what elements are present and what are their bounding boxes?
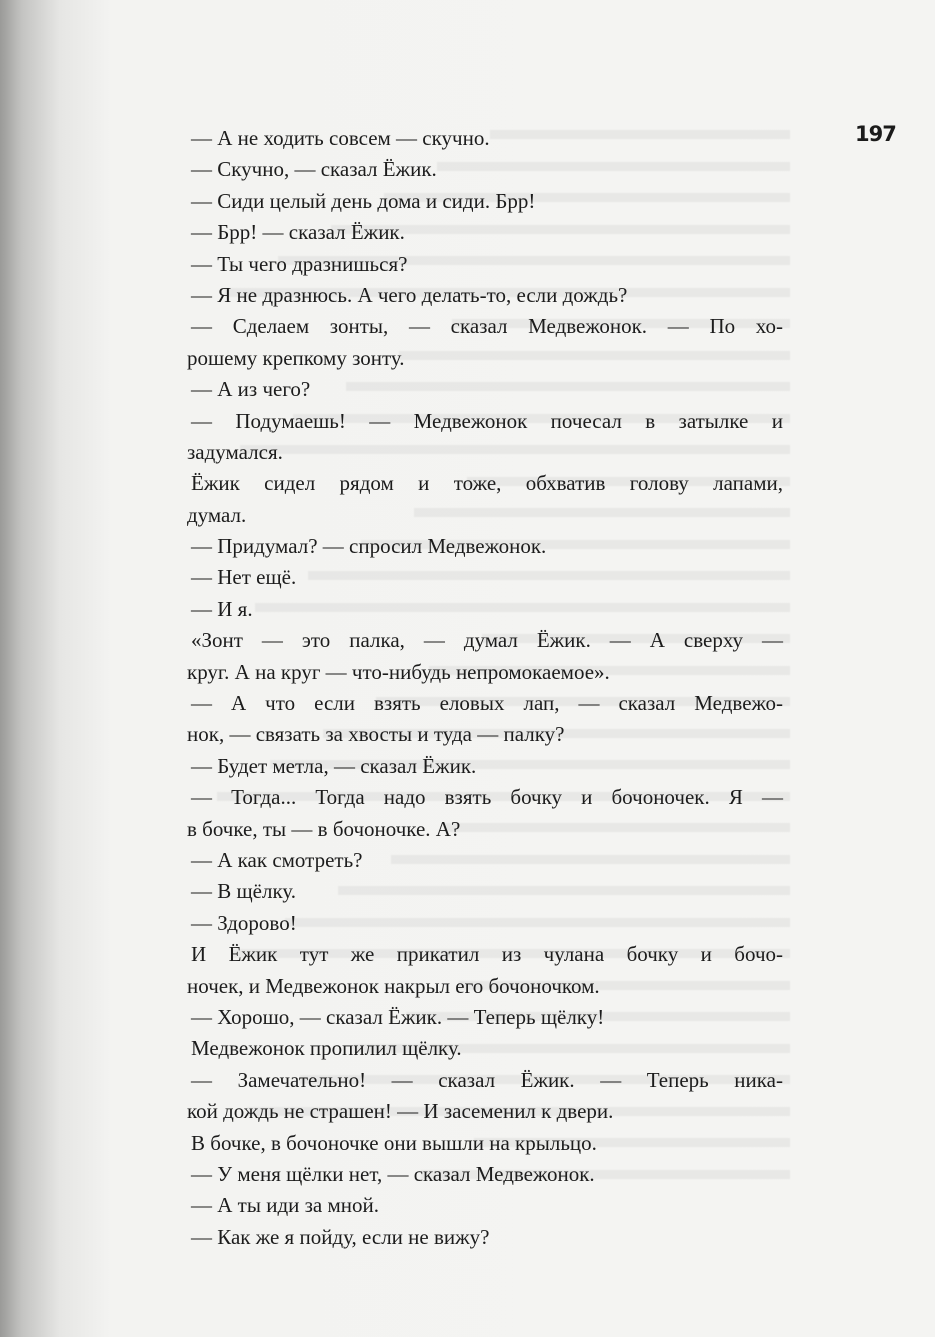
text-line: — И я.: [191, 596, 253, 621]
text-line: — А не ходить совсем — скучно.: [191, 126, 490, 150]
text-line: задумался.: [187, 439, 283, 464]
text-line: В бочке, в бочоночке они вышли на крыльцо.: [191, 1130, 597, 1155]
body-text: [187, 123, 783, 1253]
text-line: — А как смотреть?: [191, 847, 363, 872]
text-line: — Придумал? — спросил Медвежонок.: [191, 534, 547, 559]
text-line: — У меня щёлки нет, — сказал Медвежонок.: [191, 1161, 595, 1186]
text-line: «Зонт — это палка, — думал Ёжик. — А сверху —: [191, 628, 783, 653]
text-line: круг. А на круг — что-нибудь непромокаемое».: [187, 659, 610, 684]
text-line: — А ты иди за мной.: [191, 1193, 379, 1218]
text-line: Ёжик сидел рядом и тоже, обхватив голову лапами,: [191, 471, 783, 496]
text-line: — Сиди целый день дома и сиди. Брр!: [191, 188, 536, 213]
text-line: Медвежонок пропилил щёлку.: [191, 1036, 462, 1061]
text-line: — Скучно, — сказал Ёжик.: [191, 157, 437, 182]
text-line: рошему крепкому зонту.: [187, 345, 405, 370]
text-line: — Ты чего дразнишься?: [191, 251, 408, 276]
text-line: — Будет метла, — сказал Ёжик.: [191, 753, 477, 778]
text-line: — В щёлку.: [191, 879, 297, 904]
text-line: — Подумаешь! — Медвежонок почесал в затылке и: [191, 408, 783, 433]
text-line: ночек, и Медвежонок накрыл его бочоночком.: [187, 973, 600, 998]
text-line: — А что если взять еловых лап, — сказал Медвежо-: [191, 691, 783, 716]
text-line: — Я не дразнюсь. А чего делать-то, если дождь?: [191, 282, 628, 307]
text-line: И Ёжик тут же прикатил из чулана бочку и бочо-: [191, 942, 783, 967]
text-line: — Замечательно! — сказал Ёжик. — Теперь ника-: [191, 1067, 783, 1092]
text-line: — Сделаем зонты, — сказал Медвежонок. — По хо-: [191, 314, 783, 339]
text-line: кой дождь не страшен! — И засеменил к двери.: [187, 1099, 614, 1124]
text-line: думал.: [187, 502, 247, 527]
text-line: — Тогда... Тогда надо взять бочку и бочоночек. Я —: [191, 785, 783, 810]
page-number: 197: [855, 122, 896, 146]
text-line: — А из чего?: [191, 377, 311, 402]
text-line: в бочке, ты — в бочоночке. А?: [187, 816, 461, 841]
text-line: — Как же я пойду, если не вижу?: [191, 1224, 490, 1249]
text-line: — Нет ещё.: [191, 565, 297, 590]
text-line: — Брр! — сказал Ёжик.: [191, 220, 405, 245]
text-line: — Здорово!: [191, 910, 297, 935]
text-line: нок, — связать за хвосты и туда — палку?: [187, 722, 565, 747]
text-line: — Хорошо, — сказал Ёжик. — Теперь щёлку!: [191, 1004, 605, 1029]
